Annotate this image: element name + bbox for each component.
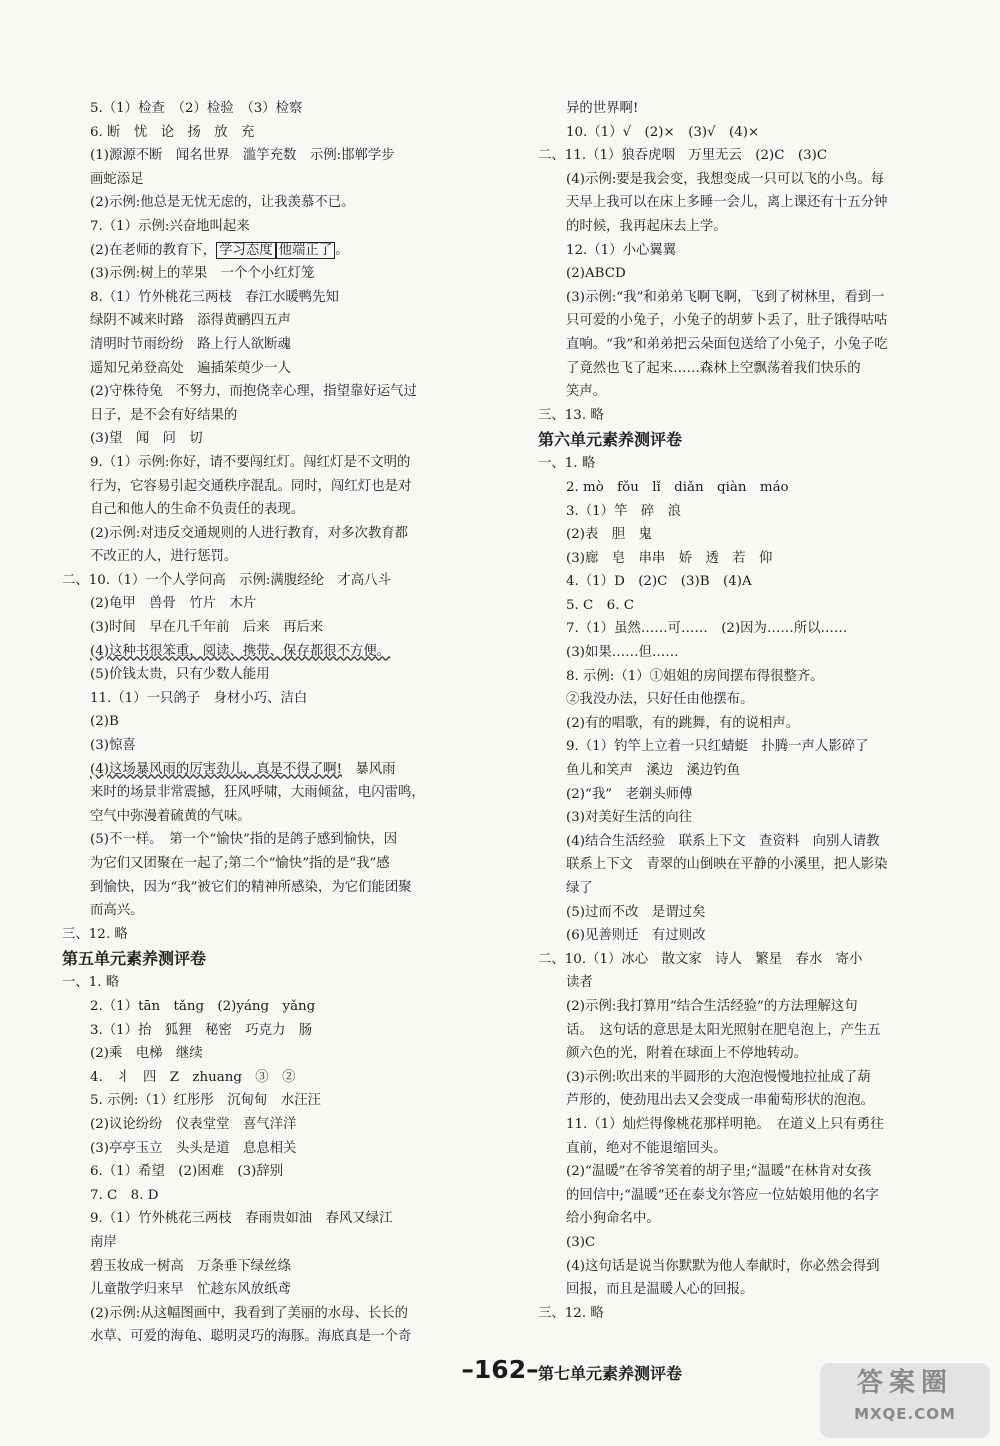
answer-line: 遥知兄弟登高处 遍插茱萸少一人: [90, 360, 291, 376]
answer-line: (5)过而不改 是谓过矣: [566, 904, 706, 920]
section-heading: 第五单元素养测评卷: [62, 949, 207, 969]
section-heading: 第七单元素养测评卷: [538, 1364, 683, 1384]
watermark-domain: MXQE.COM: [854, 1405, 956, 1423]
answer-line: 绿了: [566, 881, 593, 896]
answer-line: 读者: [566, 975, 593, 991]
answer-line: (3)惊喜: [90, 738, 136, 754]
answer-line: 鱼儿和笑声 溪边 溪边钓鱼: [566, 763, 741, 779]
answer-line: 9.（1）示例:你好，请不要闯红灯。闯红灯是不文明的: [90, 454, 411, 470]
answer-line: 水草、可爱的海龟、聪明灵巧的海豚。海底真是一个奇: [90, 1329, 412, 1345]
answer-line: 只可爱的小兔子，小兔子的胡萝卜丢了，肚子饿得咕咕: [566, 313, 888, 329]
answer-line: [62, 758, 462, 782]
answer-line: [62, 239, 462, 263]
answer-line: 颜六色的光，附着在球面上不停地转动。: [566, 1046, 808, 1062]
answer-line: 而高兴。: [90, 903, 144, 919]
answer-line: (3)时间 早在几千年前 后来 再后来: [90, 620, 324, 636]
answer-line: (4)结合生活经验 联系上下文 查资料 向别人请教: [566, 833, 880, 849]
answer-line: 三、12. 略: [538, 1305, 604, 1321]
boxed-answer: 学习态度: [216, 242, 276, 259]
answer-line: 碧玉妆成一树高 万条垂下绿丝绦: [90, 1258, 291, 1274]
answer-line: 天早上我可以在床上多睡一会儿，离上课还有十五分钟: [566, 195, 888, 211]
answer-line: 到愉快，因为“我”被它们的精神所感染，为它们能团聚: [90, 879, 412, 895]
answer-line: (2)示例:对违反交通规则的人进行教育，对多次教育都: [90, 525, 409, 541]
watermark-logo: [820, 1363, 990, 1438]
answer-line: (2)示例:他总是无忧无虑的，让我羡慕不已。: [90, 195, 355, 211]
answer-line: (3)廊 皂 串串 娇 透 若 仰: [566, 550, 773, 566]
answer-line: 10.（1）√ (2)× (3)√ (4)×: [566, 124, 760, 140]
answer-line: 三、12. 略: [62, 926, 128, 942]
answer-line: (5)不一样。 第一个“愉快”指的是鸽子感到愉快，因: [90, 832, 398, 848]
answer-line: 5.（1）检查 （2）检验 （3）检察: [90, 101, 303, 116]
answer-line: 2.（1）tān tǎng (2)yáng yǎng: [90, 998, 316, 1014]
answer-line: 4. 丬 四 Z zhuang ③ ②: [90, 1069, 296, 1085]
answer-line: 5. C 6. C: [566, 597, 634, 613]
answer-line: 清明时节雨纷纷 路上行人欲断魂: [90, 336, 291, 352]
answer-line: 空气中弥漫着硫黄的气味。: [90, 808, 251, 824]
answer-line: 来时的场景非常震撼，狂风呼啸，大雨倾盆，电闪雷鸣，: [90, 785, 425, 801]
answer-line: (3)望 闻 问 切: [90, 431, 203, 447]
answer-line: 话。 这句话的意思是太阳光照射在肥皂泡上，产生五: [566, 1022, 881, 1038]
answer-line: 7. C 8. D: [90, 1187, 159, 1203]
answer-line: (2)守株待兔 不努力，而抱侥幸心理，指望靠好运气过: [90, 384, 417, 400]
answer-line: (2)议论纷纷 仪表堂堂 喜气洋洋: [90, 1116, 297, 1132]
answer-line: 8. 示例:（1）①姐姐的房间摆布得很整齐。: [566, 668, 824, 684]
answer-line: 3.（1）抬 狐狸 秘密 巧克力 肠: [90, 1022, 313, 1038]
line-text-end: 。: [335, 242, 349, 258]
answer-line: 2. mò fǒu lǐ diǎn qiàn máo: [566, 479, 789, 495]
answer-line: (2)龟甲 兽骨 竹片 木片: [90, 596, 257, 612]
answer-line: 笑声。: [566, 384, 607, 400]
answer-line: 3.（1）竿 碎 浪: [566, 503, 682, 519]
answer-line: 6.（1）希望 (2)困难 (3)辞别: [90, 1164, 284, 1180]
answer-line: 12.（1）小心翼翼: [566, 242, 677, 258]
answer-line: 6. 断 忧 论 扬 放 充: [90, 124, 255, 140]
answer-line: 5. 示例:（1）红彤彤 沉甸甸 水汪汪: [90, 1093, 321, 1109]
answer-line: 异的世界啊!: [566, 101, 639, 116]
answer-line: (3)示例:树上的苹果 一个个小红灯笼: [90, 266, 315, 282]
answer-line: 联系上下文 青翠的山倒映在平静的小溪里，把人影染: [566, 857, 888, 873]
answer-line: 直前，绝对不能退缩回头。: [566, 1140, 727, 1156]
line-text-tail: 暴风雨: [342, 761, 396, 777]
line-text: (4)这场暴风雨的厉害劲儿，真是不得了啊!: [90, 761, 342, 777]
answer-line: (3)亭亭玉立 头头是道 息息相关: [90, 1140, 297, 1156]
answer-line: (2)“温暖”在爷爷笑着的胡子里;“温暖”在林肯对女孩: [566, 1164, 872, 1180]
answer-line: (3)C: [566, 1234, 596, 1250]
answer-line: 9.（1）钓竿上立着一只红蜻蜓 扑腾一声人影碎了: [566, 739, 869, 755]
answer-line: 了竟然也飞了起来……森林上空飘荡着我们快乐的: [566, 360, 861, 376]
answer-line: 9.（1）竹外桃花三两枝 春雨贵如油 春风又绿江: [90, 1211, 393, 1227]
answer-line: 自己和他人的生命不负责任的表现。: [90, 502, 305, 518]
answer-line: 8.（1）竹外桃花三两枝 春江水暖鸭先知: [90, 289, 339, 305]
answer-line: 给小狗命名中。: [566, 1211, 660, 1227]
answer-line: (4)这句话是说当你默默为他人奉献时，你必然会得到: [566, 1258, 880, 1274]
answer-line: 二、10.（1）冰心 散文家 诗人 繁星 春水 寄小: [538, 951, 863, 967]
answer-line: (1)源源不断 闻名世界 滥竽充数 示例:邯郸学步: [90, 148, 395, 164]
answer-line: 7.（1）示例:兴奋地叫起来: [90, 218, 250, 234]
answer-line: (2)ABCD: [566, 266, 626, 282]
answer-line: (2)B: [90, 714, 119, 730]
answer-line: 南岸: [90, 1234, 117, 1250]
answer-line: 一、1. 略: [538, 456, 596, 472]
answer-line: 儿童散学归来早 忙趁东风放纸鸢: [90, 1282, 291, 1298]
answer-line: 行为，它容易引起交通秩序混乱。同时，闯红灯也是对: [90, 478, 412, 494]
left-column: [62, 97, 462, 1349]
answer-line: (5)价钱太贵，只有少数人能用: [90, 667, 270, 683]
answer-line: [538, 1325, 948, 1361]
answer-line: 二、10.（1）一个人学问高 示例:满腹经纶 才高八斗: [62, 572, 391, 588]
answer-line: (2)示例:从这幅图画中，我看到了美丽的水母、长长的: [90, 1305, 409, 1321]
answer-line: 的时候，我再起床去上学。: [566, 218, 727, 234]
answer-line: 二、11.（1）狼吞虎咽 万里无云 (2)C (3)C: [538, 148, 828, 164]
page-number: –162–: [461, 1355, 539, 1384]
answer-line: 回报，而且是温暖人心的回报。: [566, 1282, 754, 1298]
answer-line: (2)示例:我打算用“结合生活经验”的方法理解这句: [566, 998, 858, 1014]
answer-line: 的回信中;“温暖”还在泰戈尔答应一位姑娘用他的名字: [566, 1187, 879, 1203]
answer-line: (2)有的唱歌，有的跳舞，有的说相声。: [566, 715, 800, 731]
answer-line: (4)示例:要是我会变，我想变成一只可以飞的小鸟。每: [566, 171, 885, 187]
answer-line: 11.（1）灿烂得像桃花那样明艳。 在道义上只有勇往: [566, 1116, 884, 1132]
answer-line: 不改正的人，进行惩罚。: [90, 549, 238, 565]
answer-line: ②我没办法，只好任由他摆布。: [566, 692, 754, 708]
answer-line: (6)见善则迁 有过则改: [566, 928, 706, 944]
answer-line: 画蛇添足: [90, 171, 144, 187]
line-text: (2)在老师的教育下，: [90, 242, 217, 258]
answer-line: 绿阴不减来时路 添得黄鹂四五声: [90, 313, 291, 329]
answer-line: (3)如果……但……: [566, 645, 679, 661]
answer-line: (3)对美好生活的向往: [566, 810, 693, 826]
section-heading: 第六单元素养测评卷: [538, 430, 683, 450]
right-column: [538, 97, 948, 1386]
answer-line: 日子，是不会有好结果的: [90, 407, 238, 423]
answer-line: (2)表 胆 鬼: [566, 527, 652, 543]
answer-line: 直响。“我”和弟弟把云朵面包送给了小兔子，小兔子吃: [566, 336, 888, 352]
answer-line: (3)示例:“我”和弟弟飞啊飞啊，飞到了树林里，看到一: [566, 289, 885, 305]
answer-line: 芦形的，使劲甩出去又会变成一串葡萄形状的泡泡。: [566, 1093, 874, 1109]
answer-line: 为它们又团聚在一起了;第二个“愉快”指的是“我”感: [90, 856, 390, 871]
answer-line: 7.（1）虽然……可…… (2)因为……所以……: [566, 621, 848, 637]
watermark-title: 答案圈: [856, 1368, 953, 1398]
answer-line: (2)乘 电梯 继续: [90, 1046, 203, 1062]
answer-line: 4.（1）D (2)C (3)B (4)A: [566, 574, 752, 590]
boxed-answer: 他端正了: [276, 242, 336, 259]
answer-line: 11.（1）一只鸽子 身材小巧、洁白: [90, 690, 308, 706]
answer-line: 三、13. 略: [538, 407, 604, 423]
answer-line: (2)“我” 老剃头师傅: [566, 786, 693, 802]
answer-line: (4)这种书很笨重，阅读、携带、保存都很不方便。: [90, 643, 391, 659]
answer-line: 一、1. 略: [62, 975, 120, 991]
answer-line: (3)示例:吹出来的半圆形的大泡泡慢慢地拉扯成了葫: [566, 1069, 871, 1085]
